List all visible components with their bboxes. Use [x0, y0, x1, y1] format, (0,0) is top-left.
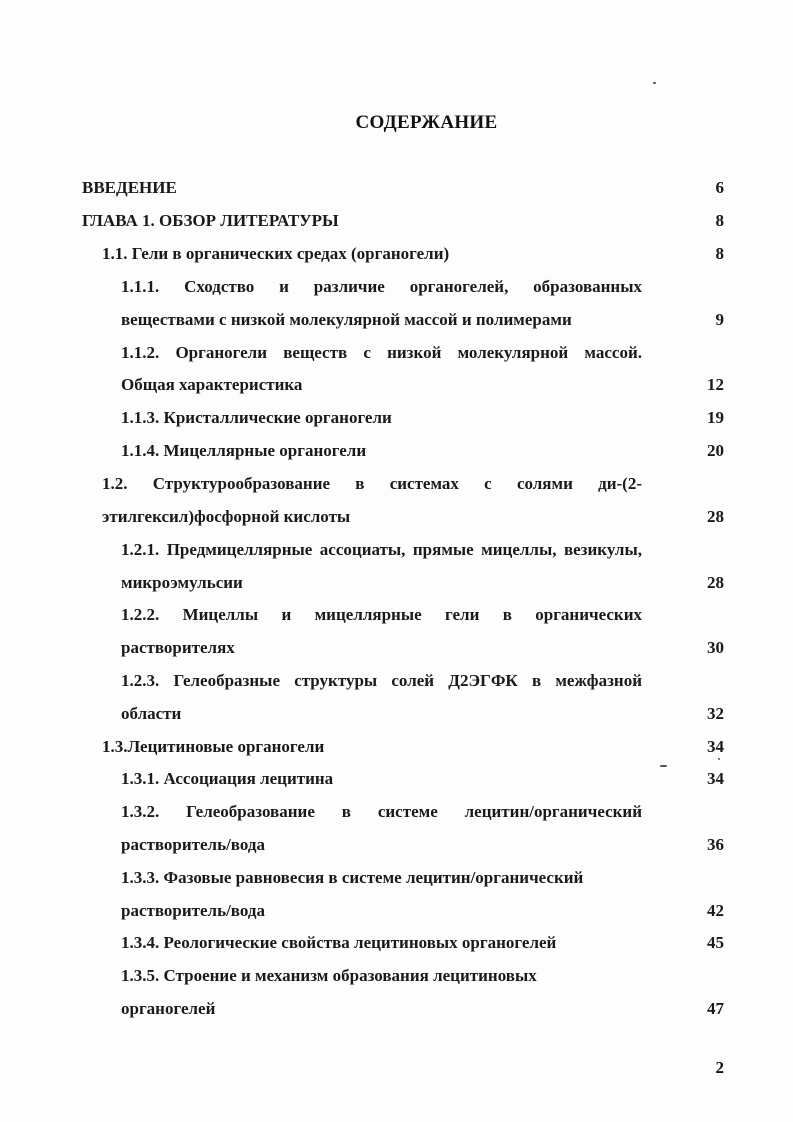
toc-page-number: 6: [715, 178, 724, 197]
toc-entry-1-2-3-line1: 1.2.3. Гелеобразные структуры солей Д2ЭГФК в межфазной: [121, 671, 642, 690]
toc-entry-1-1-3: 1.1.3. Кристаллические органогели: [121, 408, 392, 427]
toc-page-number: 12: [707, 375, 724, 394]
toc-entry-1-3: 1.3.Лецитиновые органогели: [102, 737, 325, 756]
toc-entry-1-1-1-line2: веществами с низкой молекулярной массой и полимерами: [121, 310, 572, 329]
toc-entry-1-1-2-line2: Общая характеристика: [121, 375, 303, 394]
toc-entry-1-2-2-line1: 1.2.2. Мицеллы и мицеллярные гели в органических: [121, 605, 642, 624]
toc-entry-1-3-1: 1.3.1. Ассоциация лецитина: [121, 769, 334, 788]
toc-page-number: 32: [707, 704, 724, 723]
toc-entry-1-1-1-line1: 1.1.1. Сходство и различие органогелей, образованных: [121, 277, 642, 296]
toc-page-number: 28: [707, 507, 724, 526]
toc-entry-1-2-3-line2: области: [121, 704, 182, 723]
toc-entry-1-3-5-line2: органогелей: [121, 999, 216, 1018]
toc-entry-1-1-4: 1.1.4. Мицеллярные органогели: [121, 441, 367, 460]
toc-entry-intro: ВВЕДЕНИЕ: [82, 178, 177, 197]
toc-entry-1-3-3-line1: 1.3.3. Фазовые равновесия в системе лецитин/органический: [121, 868, 584, 887]
toc-page-number: 47: [707, 999, 724, 1018]
toc-entry-1-2-1-line1: 1.2.1. Предмицеллярные ассоциаты, прямые мицеллы, везикулы,: [121, 540, 642, 559]
toc-page-number: 45: [707, 933, 724, 952]
toc-page-number: 8: [715, 244, 724, 263]
toc-entry-1-3-3-line2: растворитель/вода: [121, 901, 265, 920]
toc-entry-1-2-2-line2: растворителях: [121, 638, 235, 657]
toc-page-number: 34: [707, 769, 724, 788]
toc-page-number: 9: [715, 310, 724, 329]
scan-speck: [718, 758, 720, 760]
toc-page-number: 8: [715, 211, 724, 230]
toc-page-number: 42: [707, 901, 724, 920]
toc-entry-1-3-2-line1: 1.3.2. Гелеобразование в системе лецитин/органический: [121, 802, 642, 821]
toc-page-number: 36: [707, 835, 724, 854]
toc-title: СОДЕРЖАНИЕ: [355, 112, 498, 133]
page-number: 2: [715, 1058, 724, 1077]
toc-page-number: 28: [707, 573, 724, 592]
toc-entry-chapter-1: ГЛАВА 1. ОБЗОР ЛИТЕРАТУРЫ: [82, 211, 339, 230]
scan-speck: [653, 82, 656, 84]
toc-entry-1-3-2-line2: растворитель/вода: [121, 835, 265, 854]
toc-entry-1-1: 1.1. Гели в органических средах (органогели): [102, 244, 450, 263]
toc-entry-1-2-1-line2: микроэмульсии: [121, 573, 243, 592]
toc-entry-1-3-5-line1: 1.3.5. Строение и механизм образования лецитиновых: [121, 966, 537, 985]
toc-page-number: 34: [707, 737, 724, 756]
toc-page-number: 20: [707, 441, 724, 460]
toc-entry-1-3-4: 1.3.4. Реологические свойства лецитиновых органогелей: [121, 933, 557, 952]
toc-page-number: 30: [707, 638, 724, 657]
toc-entry-1-2-line1: 1.2. Структурообразование в системах с солями ди-(2-: [102, 474, 642, 493]
toc-entry-1-2-line2: этилгексил)фосфорной кислоты: [102, 507, 351, 526]
toc-entry-1-1-2-line1: 1.1.2. Органогели веществ с низкой молекулярной массой.: [121, 343, 642, 362]
scan-speck: [660, 765, 667, 767]
toc-page-number: 19: [707, 408, 724, 427]
